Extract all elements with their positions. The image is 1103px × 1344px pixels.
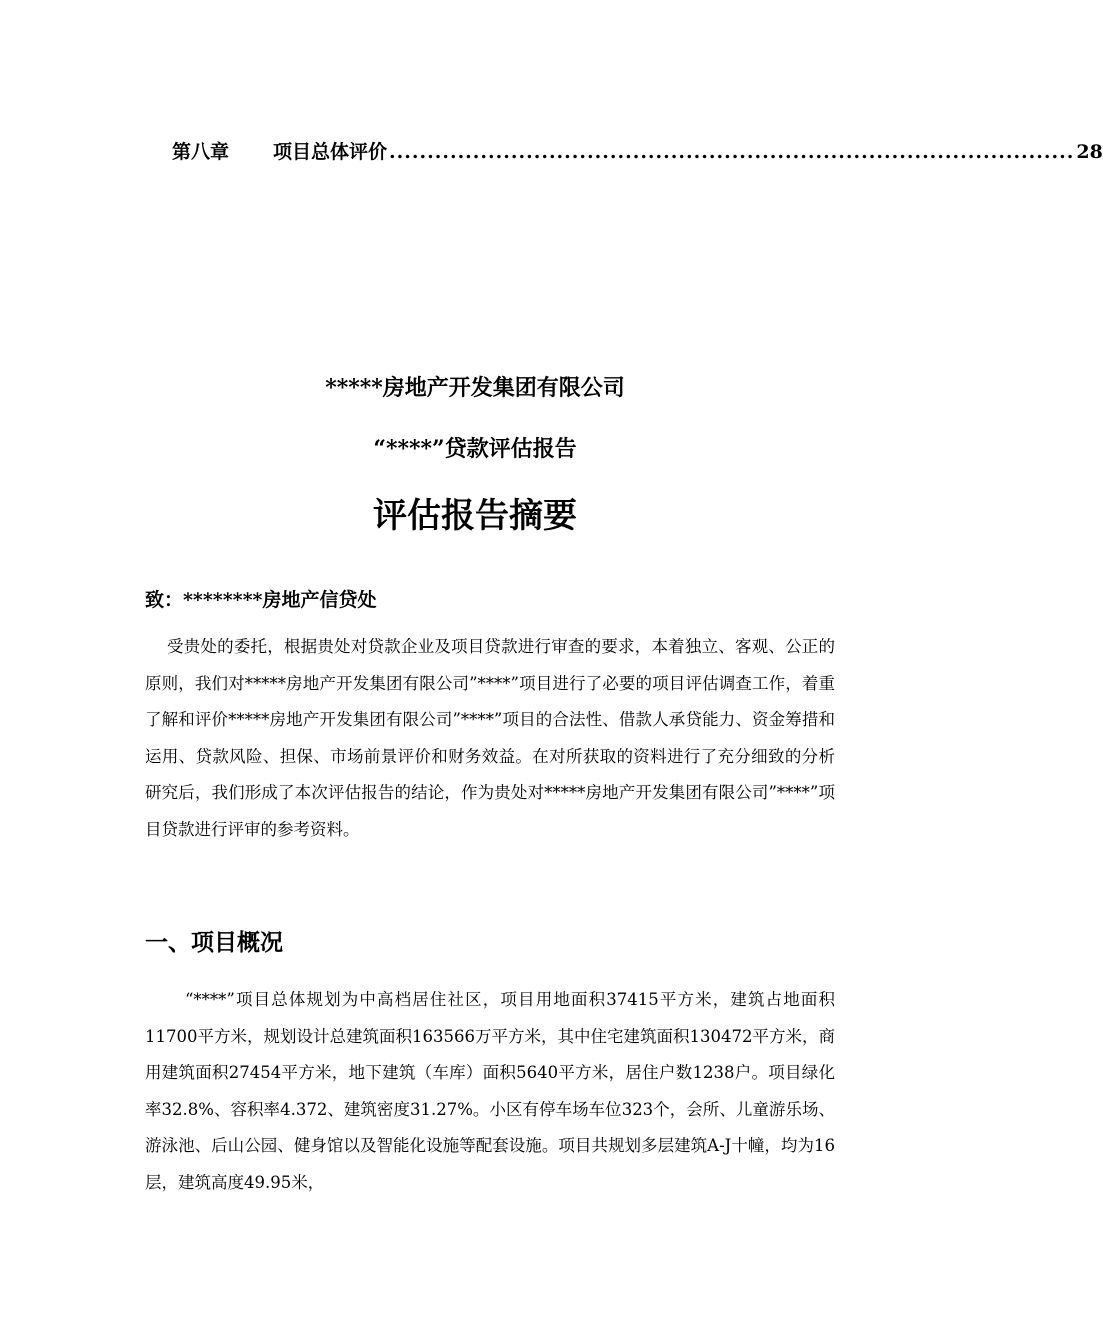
toc-leader-dots: ..........................................................................................: [389, 141, 1075, 163]
intro-paragraph: 受贵处的委托，根据贵处对贷款企业及项目贷款进行审查的要求，本着独立、客观、公正的原则，我们对*****房地产开发集团有限公司”****”项目进行了必要的项目评估调查工作，着重了解和评价*****房地产开发集团有限公司”****”项目的合法性、借款人承贷能力、资金筹措和运用、贷款风险、担保、市场前景评价和财务效益。在对所获取的资料进行了充分细致的分析研究后，我们形成了本次评估报告的结论，作为贵处对*****房地产开发集团有限公司”****”项目贷款进行评审的参考资料。: [145, 637, 835, 839]
addressee-line: 致：********房地产信贷处: [145, 589, 377, 611]
section-heading-project-overview: 一、项目概况: [145, 929, 283, 956]
report-title: “****”贷款评估报告: [373, 436, 577, 462]
summary-title: 评估报告摘要: [373, 496, 577, 536]
toc-chapter-label: 第八章: [172, 141, 230, 163]
toc-entry[interactable]: [172, 137, 1103, 164]
project-overview-paragraph: “****”项目总体规划为中高档居住社区，项目用地面积37415平方米，建筑占地面积11700平方米，规划设计总建筑面积163566万平方米，其中住宅建筑面积130472平方米，商用建筑面积27454平方米，地下建筑（车库）面积5640平方米，居住户数1238户。项目绿化率32.8%、容积率4.372、建筑密度31.27%。小区有停车场车位323个，会所、儿童游乐场、游泳池、后山公园、健身馆以及智能化设施等配套设施。项目共规划多层建筑A-J十幢，均为16层，建筑高度49.95米，: [145, 990, 835, 1192]
company-name: *****房地产开发集团有限公司: [325, 375, 625, 401]
toc-entry-title: 项目总体评价: [273, 141, 388, 163]
toc-page-number: 28: [1076, 141, 1103, 163]
